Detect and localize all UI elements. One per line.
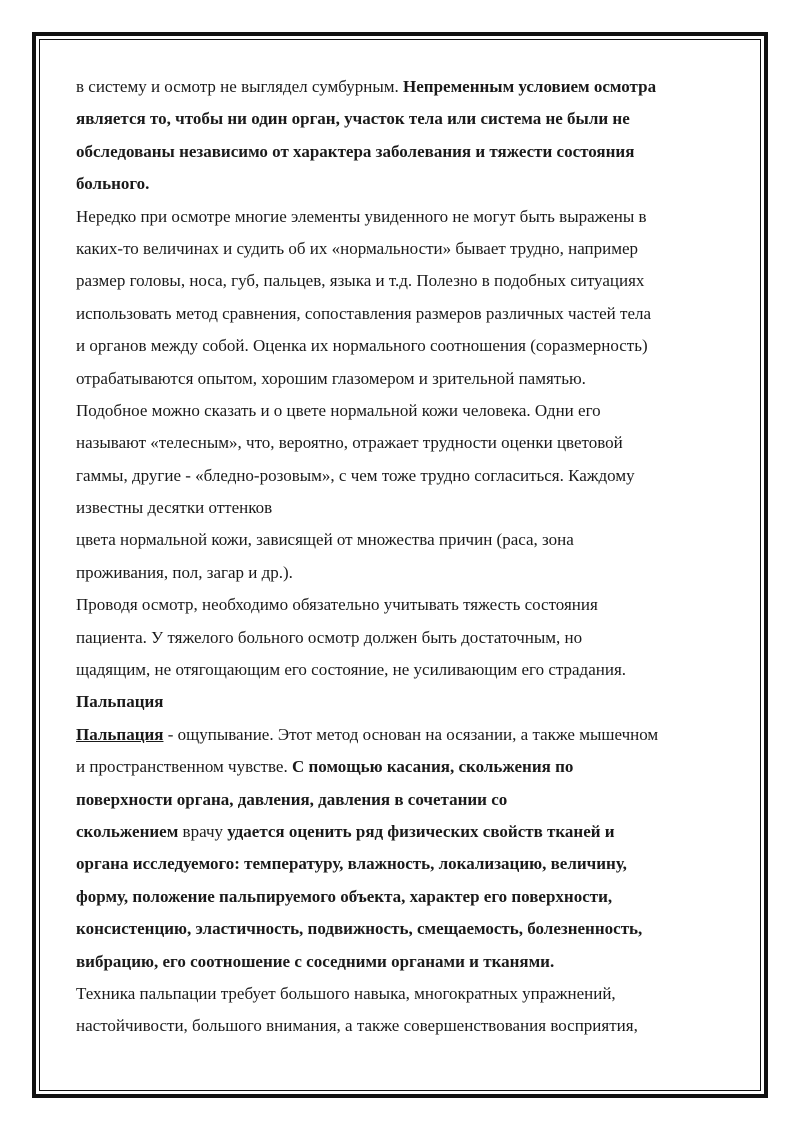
bold-text-segment: вибрацию, его соотношение с соседними органами и тканями.: [76, 951, 555, 971]
text-line: [76, 330, 736, 362]
text-line: [76, 71, 736, 103]
text-line: [76, 557, 736, 589]
text-line: [76, 1010, 736, 1042]
text-line: [76, 686, 736, 718]
text-line: [76, 751, 736, 783]
bold-text-segment: скольжением: [76, 821, 179, 841]
text-line: [76, 427, 736, 459]
text-segment: щадящим, не отягощающим его состояние, не усиливающим его страдания.: [76, 660, 627, 680]
text-line: [76, 654, 736, 686]
text-segment: - ощупывание. Этот метод основан на осязании, а также мышечном: [163, 724, 659, 744]
text-line: [76, 201, 736, 233]
text-line: [76, 265, 736, 297]
text-segment: каких-то величинах и судить об их «нормальности» бывает трудно, например: [76, 238, 639, 258]
text-line: [76, 492, 736, 524]
text-line: [76, 298, 736, 330]
bold-text-segment: форму, положение пальпируемого объекта, характер его поверхности,: [76, 886, 613, 906]
text-line: [76, 363, 736, 395]
text-line: [76, 978, 736, 1010]
text-segment: пациента. У тяжелого больного осмотр должен быть достаточным, но: [76, 627, 583, 647]
text-line: [76, 848, 736, 880]
bold-text-segment: удается оценить ряд физических свойств тканей и: [227, 821, 615, 841]
bold-text-segment: Пальпация: [76, 724, 164, 744]
text-segment: Подобное можно сказать и о цвете нормальной кожи человека. Одни его: [76, 400, 601, 420]
text-segment: в систему и осмотр не выглядел сумбурным.: [76, 77, 404, 96]
text-segment: известны десятки оттенков: [76, 498, 273, 518]
text-line: [76, 136, 736, 168]
text-segment: гаммы, другие - «бледно-розовым», с чем тоже трудно согласиться. Каждому: [76, 465, 635, 485]
text-line: [76, 103, 736, 135]
document-body: [76, 71, 736, 1043]
text-segment: и органов между собой. Оценка их нормального соотношения (соразмерность): [76, 336, 648, 356]
text-segment: Нередко при осмотре многие элементы увиденного не могут быть выражены в: [76, 206, 647, 226]
text-line: [76, 233, 736, 265]
text-segment: отрабатываются опытом, хорошим глазомером и зрительной памятью.: [76, 368, 586, 388]
text-line: [76, 168, 736, 200]
text-segment: проживания, пол, загар и др.).: [76, 562, 293, 582]
bold-text-segment: обследованы независимо от характера заболевания и тяжести состояния: [76, 141, 635, 161]
bold-text-segment: является то, чтобы ни один орган, участок тела или система не были не: [76, 109, 630, 129]
text-line: [76, 881, 736, 913]
text-segment: Проводя осмотр, необходимо обязательно учитывать тяжесть состояния: [76, 595, 598, 615]
bold-text-segment: органа исследуемого: температуру, влажность, локализацию, величину,: [76, 854, 627, 874]
text-segment: использовать метод сравнения, сопоставления размеров различных частей тела: [76, 303, 652, 323]
bold-text-segment: Непременным условием осмотра: [403, 77, 657, 96]
text-line: [76, 622, 736, 654]
text-segment: и пространственном чувстве.: [76, 757, 292, 777]
text-line: [76, 524, 736, 556]
bold-text-segment: поверхности органа, давления, давления в сочетании со: [76, 789, 508, 809]
text-line: [76, 719, 736, 751]
text-line: [76, 816, 736, 848]
bold-text-segment: С помощью касания, скольжения по: [291, 757, 574, 777]
text-segment: называют «телесным», что, вероятно, отражает трудности оценки цветовой: [76, 433, 623, 453]
bold-text-segment: Пальпация: [76, 692, 164, 712]
text-line: [76, 460, 736, 492]
text-line: [76, 589, 736, 621]
bold-text-segment: консистенцию, эластичность, подвижность, смещаемость, болезненность,: [76, 919, 643, 939]
bold-text-segment: больного.: [76, 174, 150, 194]
text-segment: Техника пальпации требует большого навыка, многократных упражнений,: [76, 983, 616, 1003]
text-segment: врачу: [178, 821, 228, 841]
text-segment: цвета нормальной кожи, зависящей от множества причин (раса, зона: [76, 530, 574, 550]
text-line: [76, 913, 736, 945]
text-segment: размер головы, носа, губ, пальцев, языка и т.д. Полезно в подобных ситуациях: [76, 271, 645, 291]
text-segment: настойчивости, большого внимания, а также совершенствования восприятия,: [76, 1016, 638, 1036]
text-line: [76, 784, 736, 816]
text-line: [76, 946, 736, 978]
text-line: [76, 395, 736, 427]
